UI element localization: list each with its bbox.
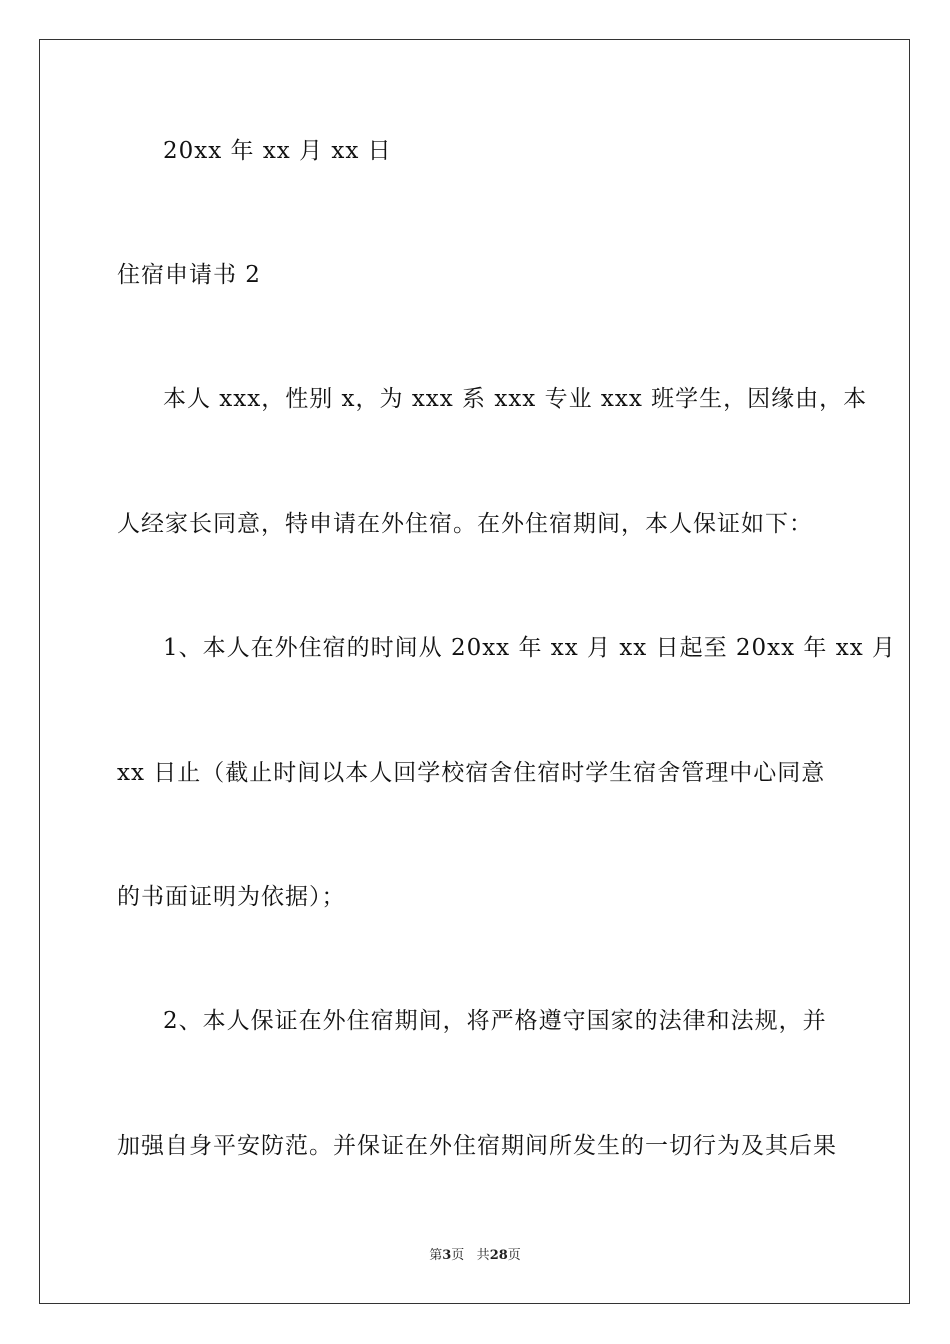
page-border (39, 39, 910, 1304)
body-paragraph-line: 加强自身平安防范。并保证在外住宿期间所发生的一切行为及其后果 (117, 1133, 837, 1159)
body-paragraph-line: 人经家长同意，特申请在外住宿。在外住宿期间，本人保证如下： (117, 511, 813, 537)
section-heading: 住宿申请书 2 (117, 262, 261, 288)
body-paragraph-line: 2、本人保证在外住宿期间，将严格遵守国家的法律和法规，并 (163, 1008, 827, 1034)
body-paragraph-line: 1、本人在外住宿的时间从 20xx 年 xx 月 xx 日起至 20xx 年 xx 月 (163, 635, 896, 661)
total-suffix: 页 (507, 1248, 521, 1263)
page-suffix: 页 (451, 1248, 465, 1263)
date-line: 20xx 年 xx 月 xx 日 (163, 138, 392, 164)
body-paragraph-line: 本人 xxx，性别 x，为 xxx 系 xxx 专业 xxx 班学生，因缘由，本 (163, 386, 868, 412)
total-pages: 28 (489, 1248, 508, 1263)
page-number: 3 (442, 1248, 452, 1263)
page-footer (0, 1247, 950, 1265)
body-paragraph-line: 的书面证明为依据）； (117, 884, 346, 910)
total-prefix: 共 (476, 1248, 490, 1263)
page-prefix: 第 (429, 1248, 443, 1263)
body-paragraph-line: xx 日止（截止时间以本人回学校宿舍住宿时学生宿舍管理中心同意 (117, 760, 826, 786)
